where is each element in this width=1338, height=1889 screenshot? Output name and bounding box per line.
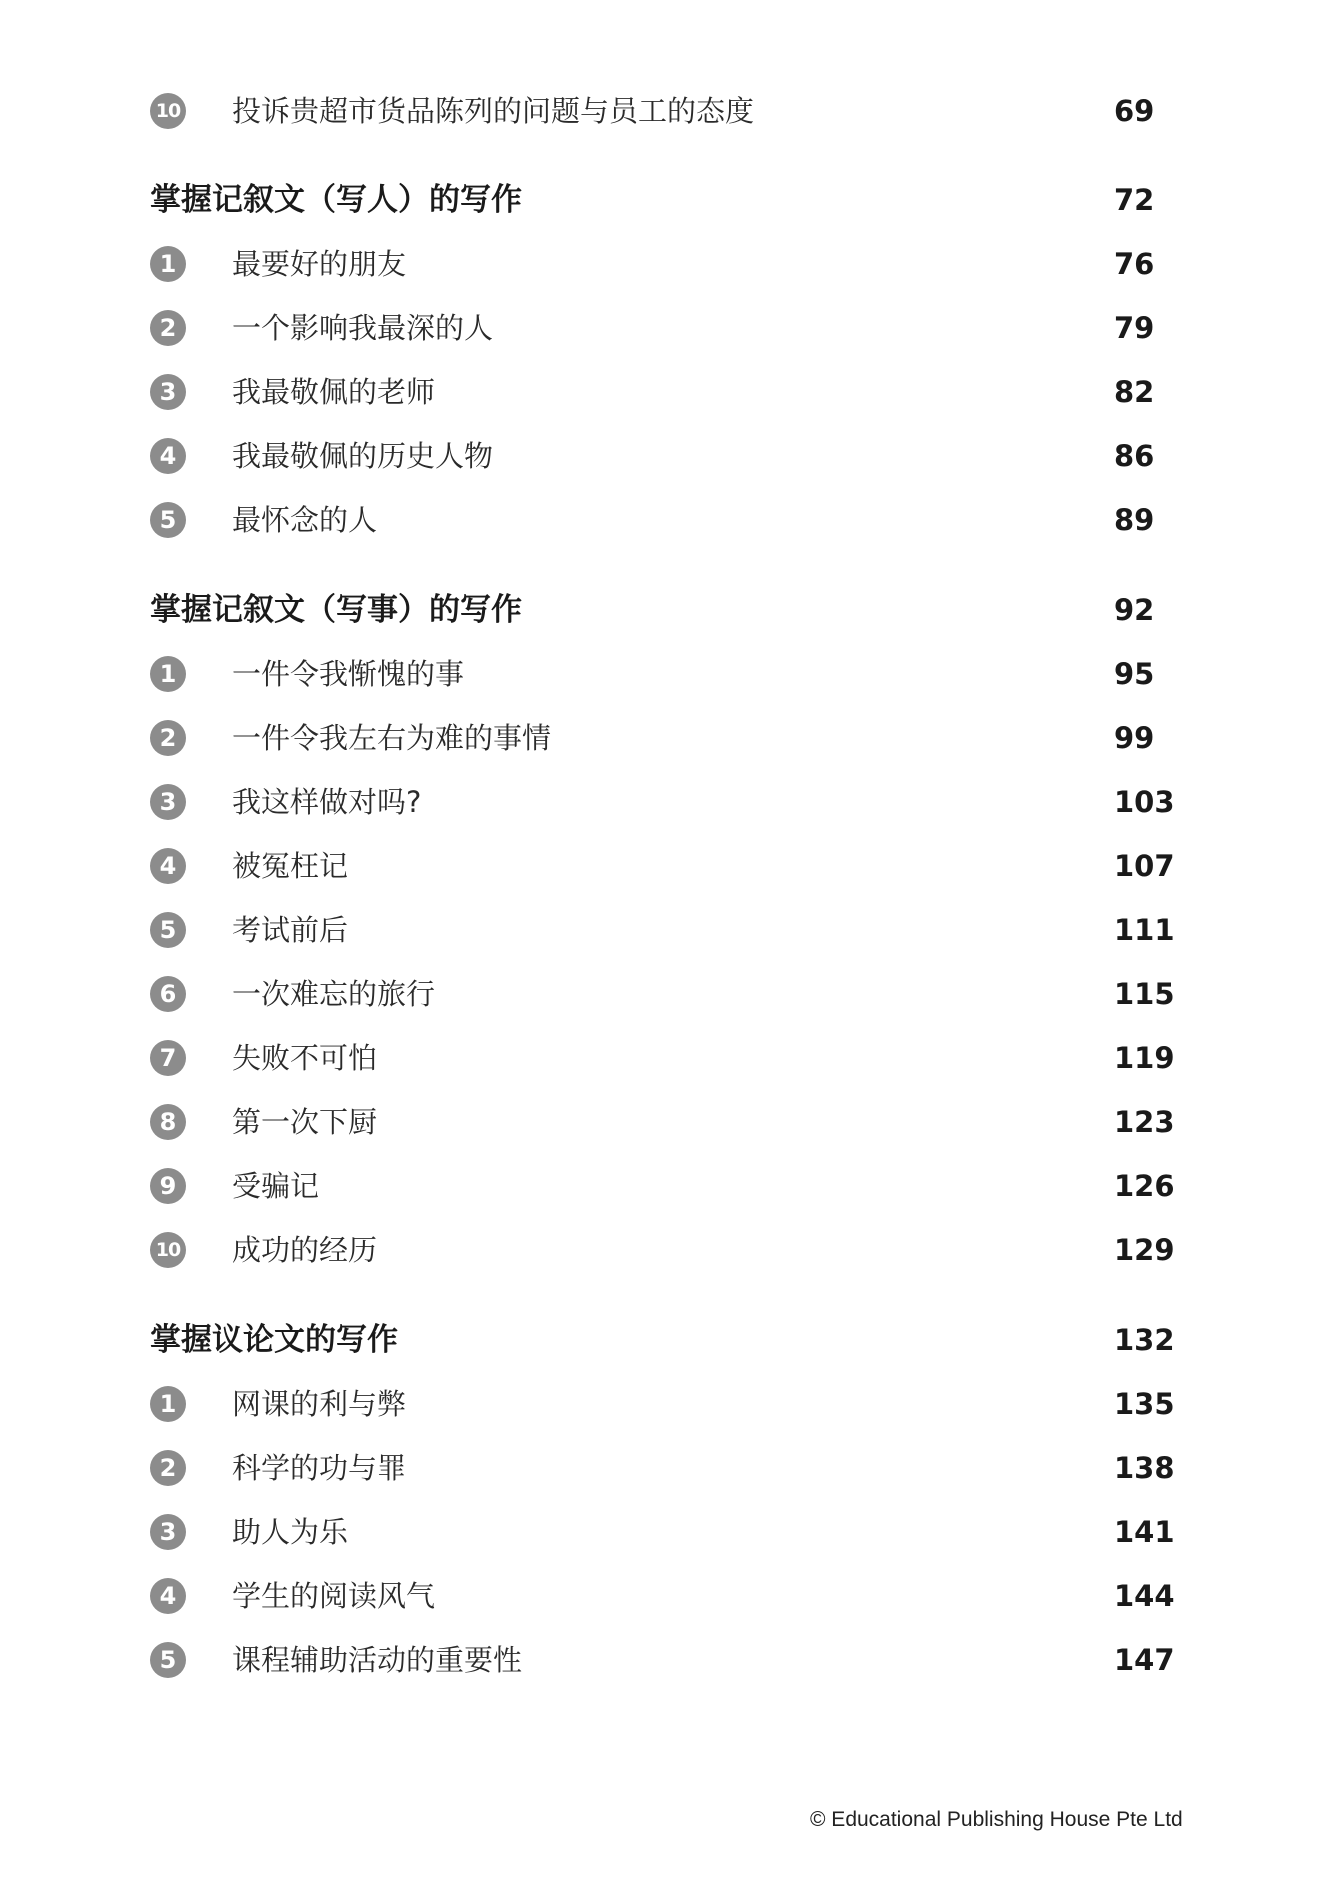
entry-title: 被冤枉记 <box>232 849 349 883</box>
section-title: 掌握议论文的写作 <box>150 1322 398 1358</box>
entry-title: 最怀念的人 <box>232 503 378 537</box>
page-number: 92 <box>1114 593 1155 627</box>
toc-entry[interactable] <box>0 1566 1338 1626</box>
entry-number-badge: 3 <box>150 374 186 410</box>
entry-number-badge: 3 <box>150 784 186 820</box>
page-number: 141 <box>1114 1515 1175 1549</box>
page-number: 79 <box>1114 311 1155 345</box>
section-title: 掌握记叙文（写人）的写作 <box>150 182 522 218</box>
entry-number-badge: 4 <box>150 1578 186 1614</box>
page-number: 76 <box>1114 247 1155 281</box>
toc-entry[interactable] <box>0 1092 1338 1152</box>
page-number: 147 <box>1114 1643 1175 1677</box>
toc-section-heading[interactable] <box>0 1310 1338 1370</box>
entry-title: 失败不可怕 <box>232 1041 378 1075</box>
toc-section-heading[interactable] <box>0 170 1338 230</box>
entry-number-badge: 3 <box>150 1514 186 1550</box>
copyright-notice: © Educational Publishing House Pte Ltd <box>810 1808 1183 1831</box>
entry-title: 学生的阅读风气 <box>232 1579 436 1613</box>
entry-title: 我这样做对吗? <box>232 785 422 819</box>
toc-entry[interactable] <box>0 644 1338 704</box>
page-number: 95 <box>1114 657 1155 691</box>
page-number: 86 <box>1114 439 1155 473</box>
entry-title: 我最敬佩的老师 <box>232 375 436 409</box>
entry-title: 一件令我左右为难的事情 <box>232 721 552 755</box>
entry-number-badge: 5 <box>150 502 186 538</box>
page-number: 111 <box>1114 913 1175 947</box>
toc-entry[interactable] <box>0 772 1338 832</box>
entry-title: 投诉贵超市货品陈列的问题与员工的态度 <box>232 94 755 128</box>
entry-number-badge: 7 <box>150 1040 186 1076</box>
toc-entry[interactable] <box>0 426 1338 486</box>
page-number: 119 <box>1114 1041 1175 1075</box>
entry-title: 最要好的朋友 <box>232 247 407 281</box>
entry-number-badge: 1 <box>150 656 186 692</box>
toc-entry[interactable] <box>0 298 1338 358</box>
toc-entry[interactable] <box>0 490 1338 550</box>
entry-title: 我最敬佩的历史人物 <box>232 439 494 473</box>
page-number: 69 <box>1114 94 1155 128</box>
toc-entry[interactable] <box>0 1438 1338 1498</box>
entry-number-badge: 2 <box>150 720 186 756</box>
entry-title: 一次难忘的旅行 <box>232 977 436 1011</box>
entry-number-badge: 4 <box>150 438 186 474</box>
toc-entry[interactable] <box>0 1156 1338 1216</box>
page-number: 82 <box>1114 375 1155 409</box>
toc-entry[interactable] <box>0 964 1338 1024</box>
entry-number-badge: 10 <box>150 1232 186 1268</box>
toc-entry[interactable] <box>0 1374 1338 1434</box>
page-number: 72 <box>1114 183 1155 217</box>
toc-section-heading[interactable] <box>0 580 1338 640</box>
toc-entry[interactable] <box>0 362 1338 422</box>
entry-title: 课程辅助活动的重要性 <box>232 1643 523 1677</box>
page-number: 129 <box>1114 1233 1175 1267</box>
page-number: 126 <box>1114 1169 1175 1203</box>
page-number: 132 <box>1114 1323 1175 1357</box>
entry-title: 科学的功与罪 <box>232 1451 407 1485</box>
entry-number-badge: 5 <box>150 912 186 948</box>
entry-title: 受骗记 <box>232 1169 320 1203</box>
entry-number-badge: 9 <box>150 1168 186 1204</box>
entry-title: 助人为乐 <box>232 1515 349 1549</box>
toc-entry[interactable] <box>0 1028 1338 1088</box>
entry-title: 一件令我惭愧的事 <box>232 657 465 691</box>
entry-number-badge: 4 <box>150 848 186 884</box>
entry-number-badge: 8 <box>150 1104 186 1140</box>
page-number: 144 <box>1114 1579 1175 1613</box>
toc-entry[interactable] <box>0 900 1338 960</box>
entry-title: 考试前后 <box>232 913 349 947</box>
entry-number-badge: 1 <box>150 1386 186 1422</box>
page-number: 103 <box>1114 785 1175 819</box>
toc-entry[interactable] <box>0 1502 1338 1562</box>
entry-number-badge: 6 <box>150 976 186 1012</box>
page-number: 138 <box>1114 1451 1175 1485</box>
entry-number-badge: 5 <box>150 1642 186 1678</box>
page-number: 123 <box>1114 1105 1175 1139</box>
toc-entry[interactable] <box>0 81 1338 141</box>
entry-number-badge: 1 <box>150 246 186 282</box>
entry-title: 一个影响我最深的人 <box>232 311 494 345</box>
toc-entry[interactable] <box>0 1220 1338 1280</box>
page-number: 89 <box>1114 503 1155 537</box>
page-number: 115 <box>1114 977 1175 1011</box>
toc-entry[interactable] <box>0 234 1338 294</box>
entry-number-badge: 10 <box>150 93 186 129</box>
entry-number-badge: 2 <box>150 1450 186 1486</box>
page-number: 107 <box>1114 849 1175 883</box>
page-number: 99 <box>1114 721 1155 755</box>
entry-title: 第一次下厨 <box>232 1105 378 1139</box>
toc-entry[interactable] <box>0 708 1338 768</box>
page-number: 135 <box>1114 1387 1175 1421</box>
toc-entry[interactable] <box>0 1630 1338 1690</box>
entry-title: 网课的利与弊 <box>232 1387 407 1421</box>
section-title: 掌握记叙文（写事）的写作 <box>150 592 522 628</box>
toc-entry[interactable] <box>0 836 1338 896</box>
entry-title: 成功的经历 <box>232 1233 378 1267</box>
entry-number-badge: 2 <box>150 310 186 346</box>
